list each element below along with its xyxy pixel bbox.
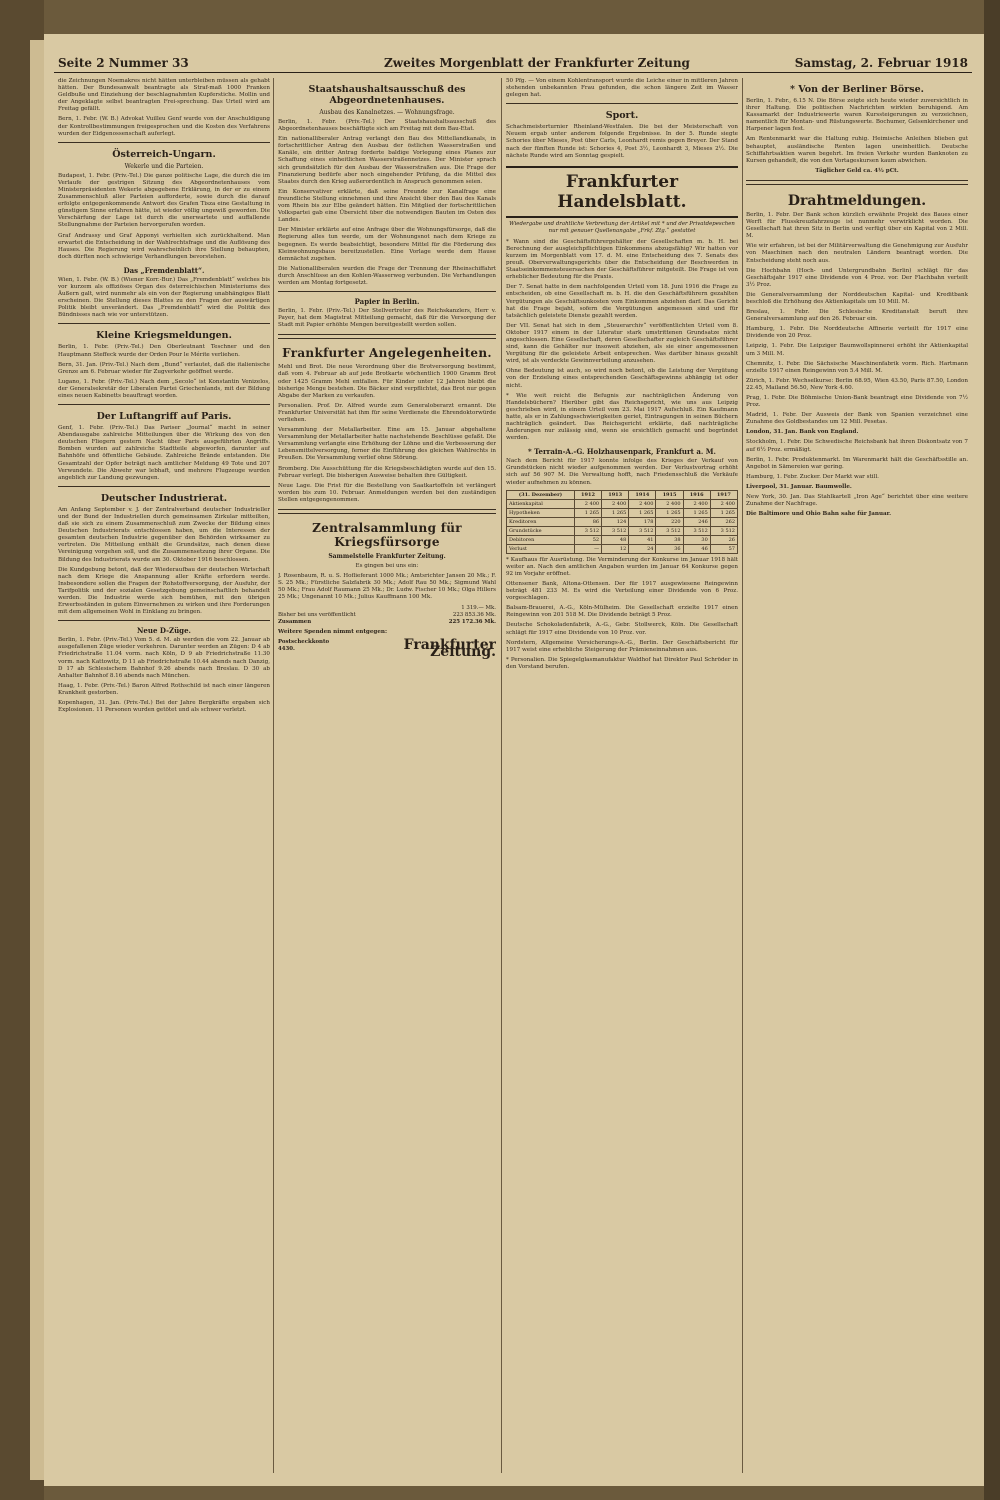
table-row [507,526,738,535]
article-text: Balsam-Brauerei, A.-G., Köln-Mülheim. Die Gesellschaft erzielte 1917 einen Reingewinn von 201 518 M. Die Dividende beträgt 5 Proz. [506,605,738,619]
table-cell: 1 265 [629,508,656,517]
article-text: Ein nationalliberaler Antrag verlangt den Bau des Mittellandkanals, in fortschrittlicher Antrag den Ausbau der östlichen Wasserstraßen und Kanäle, ein dritter Antrag forderte baldige Vorlegung eines Planes zur Schaffung eines einheitlichen Wasserstraßennetzes. Der Minister sprach sich grundsätzlich für den Ausbau der Wasserstraßen aus. Die Frage der Finanzierung bedürfe aber noch eingehender Prüfung, da die Mittel des Staates durch den Krieg außerordentlich in Anspruch genommen seien. [278,136,496,185]
sum-label: Bisher bei uns veröffentlicht [278,611,356,618]
masthead [54,54,972,73]
table-cell: 46 [683,544,710,553]
article-text: Zürich, 1. Febr. Wechselkurse: Berlin 68.95, Wien 43.50, Paris 87.50, London 22.45, Mailand 56.50, New York 4.60. [746,377,968,391]
table-cell: 124 [602,517,629,526]
table-header-row [507,490,738,499]
article-text: Breslau, 1. Febr. Die Schlesische Kreditanstalt beruft ihre Generalversammlung auf den 26. Februar ein. [746,309,968,323]
table-row [507,517,738,526]
article-text: Neue Lage. Die Frist für die Bestellung von Saatkartoffeln ist verlängert worden bis zum 10. Februar. Anmeldungen werden bei den zuständigen Stellen entgegengenommen. [278,482,496,503]
article-text: * Wann sind die Geschäftsführergehälter der Gesellschaften m. b. H. bei Berechnung der ausgleichpflichtigen Einkommens abzugsfähig? Wir hatten vor kurzem im Morgenblatt vom 17. d. M. eine Entscheidung des 7. Senats des preuß. Oberverwaltungsgerichts über die Entscheidung der Beschwerden in Staatseinkommensteuersachen der Geschäftsführer mitgeteilt. Die Frage ist von erheblicher Bedeutung für die Praxis. [506,238,738,281]
table-cell: 262 [710,517,737,526]
adjacent-page-strip [30,40,44,1480]
article-text: Ottensener Bank, Altona-Ottensen. Der für 1917 ausgewiesene Reingewinn beträgt 481 233 M. Es wird die Verteilung einer Dividende von 6 Proz. vorgeschlagen. [506,580,738,602]
table-cell: 220 [656,517,683,526]
article-text: Deutsche Schokoladenfabrik, A.-G., Gebr. Stollwerck, Köln. Die Gesellschaft schlägt für 1917 eine Dividende von 10 Proz. vor. [506,622,738,636]
issue-date: Samstag, 2. Februar 1918 [794,56,968,70]
article-text: Die Generalversammlung der Norddeutschen Kapital- und Kreditbank beschloß die Erhöhung des Aktienkapitals um 10 Mill. M. [746,291,968,305]
postscheck: Postscheckkonto 4430. [278,638,330,652]
article-text: Schachmeisterturnier Rheinland-Westfalen. Die bei der Meisterschaft von Neuem ergab unter anderem folgende Ergebnisse. In der 5. Runde siegte Schories über Mieses, Post über Carls, Leonhardt remis gegen Breyer. Der Stand nach der fünften Runde ist: Schories 4, Post 3½, Leonhardt 3, Mieses 2½. Die nächste Runde wird am Sonntag gespielt. [506,124,738,159]
article-text: Haag, 1. Febr. (Priv.-Tel.) Baron Alfred Rothschild ist nach einer längeren Krankheit gestorben. [58,682,270,696]
article-text: Budapest, 1. Febr. (Priv.-Tel.) Die ganze politische Lage, die durch die im Verlaufe der gestrigen Sitzung des Abgeordnetenhauses vom Ministerpräsidenten Wekerle abgegebene Erklärung, in der er zu einem Zusammenschluß aller Parteien aufforderte, sowie durch die darauf erfolgte entgegenkommende Antwort des Grafen Tisza eine Gestaltung in günstigem Sinne erfahren hätte, ist wieder völlig ungewiß geworden. Die Verschärfung der Lage ist durch die unerwartete und auffallende Stellungnahme der Parteien hervorgerufen worden. [58,172,270,229]
article-text: Die Baltimore und Ohio Bahn sahe für Januar. [746,511,892,518]
table-cell: 86 [574,517,601,526]
double-divider [746,180,968,185]
column-rule [501,78,502,1473]
table-cell: 52 [574,535,601,544]
article-text: Am Rentenmarkt war die Haltung ruhig. Heimische Anleihen blieben gut behauptet, ausländische Renten lagen uneinheitlich. Deutsche Schiffahrtsaktien waren begehrt. Im freien Verkehr wurden Banknoten zu Kursen gehandelt, die von den Vortageskursen kaum abwichen. [746,136,968,164]
article-text: Berlin, 1. Febr. (Priv.-Tel.) Der Stellvertreter des Reichskanzlers, Herr v. Payer, hat dem Magistrat Mitteilung gemacht, daß für die Versorgung der Stadt mit Papier erhöhte Mengen bereitgestellt werden sollen. [278,308,496,329]
article-text: Am Anfang September v. J. der Zentralverband deutscher Industrieller und der Bund der Industriellen durch gemeinsamen Zirkular mitteilten, daß sie sich zu einem Zusammenschluß zum Zwecke der Bildung eines Deutschen Industrierats entschlossen haben, um die Interessen der gesamten deutschen Industrie gegenüber den Behörden wirksamer zu vertreten. Die Mitteilung enthält die Grundsätze, nach denen diese Vereinigung vorgehen soll, und die Zusammensetzung ihrer Organe. Die Bildung des Industrierats wurde am 30. Oktober 1916 beschlossen. [58,506,270,563]
divider [58,142,270,143]
footer-row [278,636,496,660]
section-heading: Frankfurter Angelegenheiten. [282,346,492,361]
divider [58,620,270,621]
handelsblatt-heading: Frankfurter Handelsblatt. [506,166,738,218]
table-header-cell: 1917 [710,490,737,499]
article-text: Bromberg. Die Ausschüttung für die Kriegsbeschädigten wurde auf den 15. Februar verlegt. Die bisherigen Ausweise behalten ihre Gültigkeit. [278,465,496,479]
article-text: 50 Pfg. — Von einem Kohlentransport wurde die Leiche einer in mittleren Jahren stehenden unbekannten Frau gefunden, die schon längere Zeit im Wasser gelegen hat. [506,78,738,99]
table-cell: 12 [602,544,629,553]
table-cell: 3 512 [602,526,629,535]
article-heading: Neue D-Züge. [137,626,191,636]
table-cell: 3 512 [683,526,710,535]
sum-value: 223 853.36 Mk. [452,611,496,618]
table-cell: 30 [683,535,710,544]
table-header-cell: (31. Dezember) [507,490,575,499]
article-text: Die Nationalliberalen wurden die Frage der Trennung der Rheinschiffahrt durch Anschlüsse an den Kohlen-Wasserweg verbunden. Die Verhandlungen werden am Montag fortgesetzt. [278,265,496,286]
section-heading: Der Luftangriff auf Paris. [96,411,232,423]
section-heading: * Von der Berliner Börse. [790,84,924,95]
section-heading: Österreich-Ungarn. [112,148,216,160]
money-rate: Täglicher Geld ca. 4½ pCt. [815,167,899,174]
table-cell: 2 400 [683,499,710,508]
table-cell: Aktienkapital [507,499,575,508]
footer-title: Frankfurter Zeitung. [403,636,496,660]
article-text: * Kaufhaus für Ausrüstung. Die Verminderung der Konkurse im Januar 1918 hält weiter an. Nach den amtlichen Angaben wurden im Januar 64 Konkurse gegen 92 im Vorjahr eröffnet. [506,556,738,577]
article-text: Weitere Spenden nimmt entgegen: [278,628,388,635]
article-text: Bern, 1. Febr. (W. B.) Advokat Vuilleu Genf wurde von der Anschuldigung der Kontrollbestimmungen freigesprochen und die Kosten des Verfahrens wurden der Eidgenossenschaft auferlegt. [58,116,270,137]
table-row [507,544,738,553]
article-text: Graf Andrassy und Graf Apponyi verhielten sich zurückhaltend. Man erwartet die Entscheidung in der Wahlrechtsfrage und die Auflösung des Hauses. Die Regierung wird wahrscheinlich ihre Stellung behaupten, doch dürften noch schwierige Verhandlungen bevorstehen. [58,232,270,260]
donation-list: J. Rosenbaum, R. u. S. Hoflieferant 1000 Mk.; Amtsrichter Jansen 20 Mk.; F. S. 25 Mk.; Fürstliche Salzfabrik 30 Mk.; Adolf Rau 50 Mk.; Sigmund Wahl 50 Mk.; Frau Adolf Raumann 25 Mk.; Dr. Ludw. Fischer 10 Mk.; Olga Hillers 25 Mk.; Ungenannt 10 Mk.; Julius Kauffmann 100 Mk. [278,573,496,601]
article-text: Es gingen bei uns ein: [355,563,419,570]
table-cell: 26 [710,535,737,544]
section-subheading: Wekerle und die Parteien. [124,162,204,170]
table-cell: 2 400 [574,499,601,508]
divider [278,291,496,292]
column-rule [742,78,743,1473]
copyright-notice: Wiedergabe und drahtliche Verbreitung der Artikel mit * und der Privatdepeschen nur mit genauer Quellenangabe „Frkf. Ztg.“ gestattet [509,220,735,234]
article-text: Berlin, 1. Febr. (Priv.-Tel.) Der Staatshaushaltsausschuß des Abgeordnetenhauses beschäftigte sich am Freitag mit dem Bau-Etat. [278,119,496,133]
divider [58,486,270,487]
table-cell: 1 265 [656,508,683,517]
article-text: Kopenhagen, 31. Jan. (Priv.-Tel.) Bei der Jahre Bergkräfte ergaben sich Explosionen. 11 Personen wurden getötet und als schwer verletzt. [58,700,270,714]
column-1 [58,78,270,1473]
sum-value: 1 319.— Mk. [461,604,496,611]
article-text: Nordstern, Allgemeine Versicherungs-A.-G., Berlin. Der Geschäftsbericht für 1917 weist eine erhebliche Steigerung der Prämieneinnahmen aus. [506,639,738,653]
article-text: Nach dem Bericht für 1917 konnte infolge des Krieges der Verkauf von Grundstücken nicht wieder aufgenommen werden. Der Verlustvortrag erhöht sich auf 56 907 M. Die Verwaltung hofft, nach Friedensschluß die Verkäufe wieder aufnehmen zu können. [506,458,738,486]
table-cell: Verlust [507,544,575,553]
table-cell: Grundstücke [507,526,575,535]
table-header-cell: 1915 [656,490,683,499]
article-text: Ein Konservativer erklärte, daß seine Freunde zur Kanalfrage eine freundliche Stellung einnehmen und ihre Ansicht über den Bau des Kanals vom Rhein bis zur Elbe geändert hätten. Ein Mitglied der fortschrittlichen Volkspartei gab eine Übersicht über die notwendigen Bauten im Osten des Landes. [278,188,496,224]
article-text: Die Kundgebung betont, daß der Wiederaufbau der deutschen Wirtschaft nach dem Kriege die Anspannung aller Kräfte erfordern werde. Insbesondere sollen die Fragen der Rohstoffversorgung, der Ausfuhr, der Tarifpolitik und der sozialen Gesetzgebung gemeinschaftlich behandelt werden. Die Industrie werde sich bemühen, mit den übrigen Erwerbsständen in gutem Einvernehmen zu wirken und ihre Forderungen mit dem allgemeinen Wohl in Einklang zu bringen. [58,566,270,616]
column-2 [278,78,496,1473]
article-text: Berlin, 1. Febr. Der Bank schon kürzlich erwähnte Projekt des Baues einer Werft für Flusskreuzfahrzeuge ist nunmehr verwirklicht worden. Die Gesellschaft hat ihren Sitz in Berlin und verfügt über ein Kapital von 2 Mill. M. [746,211,968,240]
table-cell: 3 512 [710,526,737,535]
article-text: Wien, 1. Febr. (W. B.) (Wiener Korr.-Bur.) Das „Fremdenblatt“ welches bis vor kurzem als offiziöses Organ des österreichischen Ministeriums des Äußern galt, wird nunmehr als ein von der Regierung unabhängiges Blatt erscheinen. Die Stellung dieses Blattes zu den Fragen der auswärtigen Politik bleibt unverändert. Das „Fremdenblatt“ wird die Politik des Bündnisses nach wie vor unterstützen. [58,276,270,319]
sum-row [278,619,496,626]
section-heading: Sport. [605,110,639,122]
article-text: Die Hochbahn (Hoch- und Untergrundbahn Berlin) schlägt für das Geschäftsjahr 1917 eine Dividende von 4 Proz. vor. Der Flachbahn verteilt 3½ Proz. [746,267,968,288]
table-row [507,535,738,544]
table-cell: 1 265 [710,508,737,517]
newspaper-page [44,34,984,1486]
table-cell: 246 [683,517,710,526]
double-divider [278,509,496,514]
table-cell: 178 [629,517,656,526]
divider [506,103,738,104]
page-number: Seite 2 Nummer 33 [58,56,189,70]
article-text: Chemnitz, 1. Febr. Die Sächsische Maschinenfabrik vorm. Rich. Hartmann erzielte 1917 einen Reingewinn von 5.4 Mill. M. [746,360,968,374]
divider [58,323,270,324]
article-text: Bern, 31. Jan. (Priv.-Tel.) Nach dem „Bund“ verlautet, daß die italienische Grenze am 6. Februar wieder für Zugverkehr geöffnet werde. [58,361,270,375]
article-text: Mehl und Brot. Die neue Verordnung über die Brotversorgung bestimmt, daß vom 4. Februar ab auf jede Brotkarte wöchentlich 1900 Gramm Brot oder 1425 Gramm Mehl entfallen. Für Kinder unter 12 Jahren bleibt die bisherige Menge bestehen. Die Bäcker sind verpflichtet, das Brot nur gegen Abgabe der Marken zu verkaufen. [278,364,496,399]
table-row [507,499,738,508]
article-text: Ohne Bedeutung ist auch, so wird noch betont, ob die Leistung der Vergütung von der Erzielung eines entsprechenden Geschäftsgewinns abhängig ist oder nicht. [506,368,738,389]
article-text: Berlin, 1. Febr. Produktenmarkt. Im Warenmarkt hält die Geschäftsstille an. Angebot in Sämereien war gering. [746,456,968,470]
article-text: Hamburg, 1. Febr. Zucker. Der Markt war still. [746,473,879,480]
article-text: * Wie weit reicht die Befugnis zur nachträglichen Änderung von Handelsbüchern? Hierüber gibt das Reichsgericht, wie uns aus Leipzig geschrieben wird, in einem Urteil vom 23. Mai 1917 Aufschluß. Ein Kaufmann hatte, als er in Zahlungsschwierigkeiten geriet, Eintragungen in seinen Büchern nachträglich geändert. Das Reichsgericht erklärte, daß nachträgliche Änderungen nur zulässig sind, wenn sie ersichtlich gemacht und begründet werden. [506,392,738,442]
section-heading: Zentralsammlung für Kriegsfürsorge [312,521,462,550]
sum-total: 225 172.36 Mk. [448,618,496,625]
article-text: die Zeichnungen Noemakres nicht hätten unterbleiben müssen als gehabt hätten. Der Bundesanwalt beantragte als Straf-maß 1000 Franken Geldbuße und Einziehung der beschlagnahmten Kupferstiche. Mollin und der Angeklagte selbst beantragten Frei-sprechung. Das Urteil wird am Freitag gefällt. [58,78,270,113]
article-text: Personalien. Prof. Dr. Alfred wurde zum Generaloberarzt ernannt. Die Frankfurter Universität hat ihm für seine Verdienste die Ehrendoktorwürde verliehen. [278,402,496,423]
section-subheading: Sammelstelle Frankfurter Zeitung. [328,553,446,561]
table-header-cell: 1913 [602,490,629,499]
article-text: Liverpool, 31. Januar. Baumwolle. [746,483,852,490]
article-text: London, 31. Jan. Bank von England. [746,429,859,436]
table-cell: — [574,544,601,553]
table-cell: 3 512 [656,526,683,535]
double-divider [278,334,496,339]
article-text: Madrid, 1. Febr. Der Ausweis der Bank von Spanien verzeichnet eine Zunahme des Goldbestandes um 12 Mill. Pesetas. [746,412,968,426]
sum-label: Zusammen [278,618,312,625]
section-heading: Staatshaushaltsausschuß des Abgeordnetenhauses. [308,84,466,106]
section-heading: Deutscher Industrierat. [100,492,228,504]
article-text: Lugano, 1. Febr. (Priv.-Tel.) Nach dem „Secolo“ ist Konstantin Venizelos, der Generalsekretär der Liberalen Partei Griechenlands, mit der Bildung eines neuen Kabinetts beauftragt worden. [58,378,270,399]
article-text: Genf, 1. Febr. (Priv.-Tel.) Das Pariser „Journal“ macht in seiner Abendausgabe zahlreiche Mitteilungen über die Wirkung des von den deutschen Fliegern gestern Nacht über Paris ausgeführten Angriffs. Bomben wurden auf zahlreiche Stadtteile abgeworfen, darunter auf Bahnhöfe und öffentliche Gebäude. Zahlreiche Brände entstanden. Die Gesamtzahl der Opfer beträgt nach amtlicher Meldung 49 Tote und 207 Verwundete. Die Abwehr war lebhaft, und mehrere Flugzeuge wurden angeblich zur Landung gezwungen. [58,425,270,481]
section-heading: Drahtmeldungen. [787,192,927,209]
table-cell: 1 265 [683,508,710,517]
article-text: New York, 30. Jan. Das Stahlkartell „Iron Age“ berichtet über eine weitere Zunahme der Nachfrage. [746,494,968,508]
table-header-cell: 1912 [574,490,601,499]
article-heading: Das „Fremdenblatt“. [123,265,205,275]
article-text: Der 7. Senat hatte in dem nachfolgenden Urteil vom 18. Juni 1916 die Frage zu entscheiden, ob eine Gesellschaft m. b. H. die den Geschäftsführern gezahlten Vergütungen als Geschäftsunkosten vom Einkommen abziehen darf. Das Gericht hat die Frage bejaht, sofern die Vergütungen angemessen sind und für tatsächlich geleistete Dienste gezahlt werden. [506,284,738,319]
article-text: Der VII. Senat hat sich in dem „Steuerarchiv“ veröffentlichten Urteil vom 8. Oktober 1917 einem in der Literatur stark umstrittenen Grundsatze nicht angeschlossen. Eine Gesellschaft, deren Gesellschafter zugleich Geschäftsführer sind, kann die Gehälter nur insoweit abziehen, als sie einer angemessenen Vergütung für die geleistete Arbeit entsprechen. Was darüber hinaus gezahlt wird, ist als verdeckte Gewinnverteilung anzusehen. [506,322,738,365]
table-cell: 2 400 [656,499,683,508]
table-header-cell: 1916 [683,490,710,499]
article-text: Der Minister erklärte auf eine Anfrage über die Wohnungsfürsorge, daß die Regierung alles tun werde, um der Wohnungsnot nach dem Kriege zu begegnen. Es werde beabsichtigt, besondere Mittel für die Förderung des Kleinwohnungsbaus bereitzustellen. Eine Vorlage werde dem Hause demnächst zugehen. [278,227,496,262]
table-cell: 1 265 [602,508,629,517]
balance-table [506,490,738,554]
article-text: Hamburg, 1. Febr. Die Norddeutsche Affinerie verteilt für 1917 eine Dividende von 20 Proz. [746,326,968,340]
article-text: Leipzig, 1. Febr. Die Leipziger Baumwollspinnerei erhöht ihr Aktienkapital um 3 Mill. M. [746,343,968,357]
article-text: Berlin, 1. Febr. (Priv.-Tel.) Vom 5. d. M. ab werden die vom 22. Januar ab ausgefallenen Züge wieder verkehren. Darunter werden an Zügen: D 4 ab Friedrichstraße 11.04 vorm. nach Köln, D 9 ab Friedrichstraße 11.30 vorm. nach Kattowitz, D 11 ab Friedrichstraße 10.44 abends nach Danzig, D 17 ab Schlesischem Bahnhof 9.26 abends nach Breslau. D 30 ab Anhalter Bahnhof 8.16 abends nach München. [58,637,270,679]
column-4 [746,78,968,1473]
sum-row [278,612,496,619]
table-cell: 36 [656,544,683,553]
article-text: Versammlung der Metallarbeiter. Eine am 15. Januar abgehaltene Versammlung der Metallarbeiter hatte nachstehende Beschlüsse gefaßt. Die Versammlung verlangte eine Erhöhung der Löhne und die Verbesserung der Lebensmittelversorgung, ferner die Einführung des gleichen Wahlrechts in Preußen. Die Versammlung verlief ohne Störung. [278,427,496,462]
table-cell: 3 512 [629,526,656,535]
section-heading: Kleine Kriegsmeldungen. [96,330,232,342]
table-cell: Hypotheken [507,508,575,517]
right-page-edge [984,0,1000,1500]
left-page-edge [0,0,44,1500]
table-header-cell: 1914 [629,490,656,499]
article-text: * Personalien. Die Spiegelglasmanufaktur Waldhof hat Direktor Paul Schröder in den Vorstand berufen. [506,656,738,670]
table-cell: 24 [629,544,656,553]
article-text: Prag, 1. Febr. Die Böhmische Union-Bank beantragt eine Dividende von 7½ Proz. [746,395,968,409]
table-cell: 2 400 [710,499,737,508]
table-cell: 1 265 [574,508,601,517]
section-subheading: Ausbau des Kanalnetzes. — Wohnungsfrage. [319,109,455,116]
article-text: Berlin, 1. Febr. (Priv.-Tel.) Den Oberleutnant Teschner und den Hauptmann Steffeck wurde der Orden Pour le Mérite verliehen. [58,344,270,358]
article-text: Wie wir erfahren, ist bei der Militärverwaltung die Genehmigung zur Ausfuhr von Maschinen nach den neutralen Ländern beantragt worden. Die Entscheidung steht noch aus. [746,243,968,264]
column-3 [506,78,738,1473]
column-rule [273,78,274,1473]
article-heading: Papier in Berlin. [354,297,420,307]
table-cell: 3 512 [574,526,601,535]
article-text: Berlin, 1. Febr., 6.15 N. Die Börse zeigte sich heute wieder zuversichtlich in ihrer Haltung. Die politischen Nachrichten wirkten beruhigend. Am Kassamarkt der Industriewerte waren Kurssteigerungen zu verzeichnen, namentlich für Montan- und Rüstungswerte. Bochumer, Gelsenkirchener und Harpener lagen fest. [746,98,968,133]
article-text: Stockholm, 1. Febr. Die Schwedische Reichsbank hat ihren Diskontsatz von 7 auf 6½ Proz. ermäßigt. [746,439,968,453]
table-cell: 48 [602,535,629,544]
table-cell: 2 400 [629,499,656,508]
table-cell: Kreditoren [507,517,575,526]
table-cell: 57 [710,544,737,553]
table-cell: 2 400 [602,499,629,508]
sum-row [278,605,496,612]
divider [58,404,270,405]
table-cell: Debitoren [507,535,575,544]
table-cell: 38 [656,535,683,544]
table-row [507,508,738,517]
article-heading: * Terrain-A.-G. Holzhausenpark, Frankfurt a. M. [528,447,716,457]
table-cell: 41 [629,535,656,544]
newspaper-title: Zweites Morgenblatt der Frankfurter Zeitung [384,56,690,70]
